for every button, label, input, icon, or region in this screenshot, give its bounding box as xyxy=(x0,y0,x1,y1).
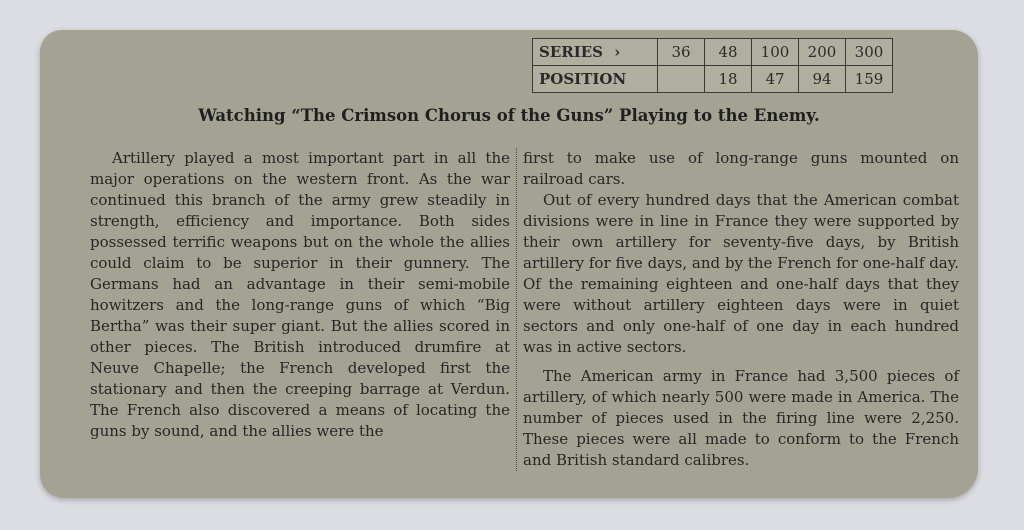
position-value: 94 xyxy=(799,66,846,93)
right-paragraph-2: Out of every hundred days that the American combat divisions were in line in France they were supported by their own artillery for seventy-five days, by British artillery for five days, and by the French for one-half day. Of the remaining eighteen and one-half days that they were without artillery eighteen days were in quiet sectors and only one-half of one day in each hundred was in active sectors. xyxy=(523,191,959,356)
series-position-table xyxy=(532,38,893,93)
position-value: 18 xyxy=(705,66,752,93)
series-arrow: › xyxy=(614,43,621,61)
right-paragraph-3: The American army in France had 3,500 pieces of artillery, of which nearly 500 were made in America. The number of pieces used in the firing line were 2,250. These pieces were all made to conform to the French and British standard calibres. xyxy=(523,367,959,469)
series-value: 300 xyxy=(846,39,893,66)
stereo-card-back xyxy=(40,30,978,498)
left-column xyxy=(90,148,510,442)
series-value: 48 xyxy=(705,39,752,66)
series-row xyxy=(533,39,893,66)
card-title: Watching “The Crimson Chorus of the Guns” Playing to the Enemy. xyxy=(198,106,820,125)
series-value: 100 xyxy=(752,39,799,66)
left-paragraph: Artillery played a most important part in all the major operations on the western front. As the war continued this branch of the army grew steadily in strength, efficiency and importance. Both sides possessed terrific weapons but on the whole the allies could claim to be superior in their gunnery. The Germans had an advantage in their semi-mobile howitzers and the long-range guns of which “Big Bertha” was their super giant. But the allies scored in other pieces. The British introduced drumfire at Neuve Chapelle; the French developed first the stationary and then the creeping barrage at Verdun. The French also discovered a means of locating the guns by sound, and the allies were the xyxy=(90,149,510,440)
right-column xyxy=(516,148,959,471)
series-label-cell xyxy=(533,39,658,66)
position-row xyxy=(533,66,893,93)
series-value: 36 xyxy=(658,39,705,66)
position-label: POSITION xyxy=(533,66,658,93)
position-value: 159 xyxy=(846,66,893,93)
right-continuation: first to make use of long-range guns mounted on railroad cars. xyxy=(523,149,959,188)
position-value: 47 xyxy=(752,66,799,93)
series-label: SERIES xyxy=(539,43,604,61)
series-value: 200 xyxy=(799,39,846,66)
position-value xyxy=(658,66,705,93)
